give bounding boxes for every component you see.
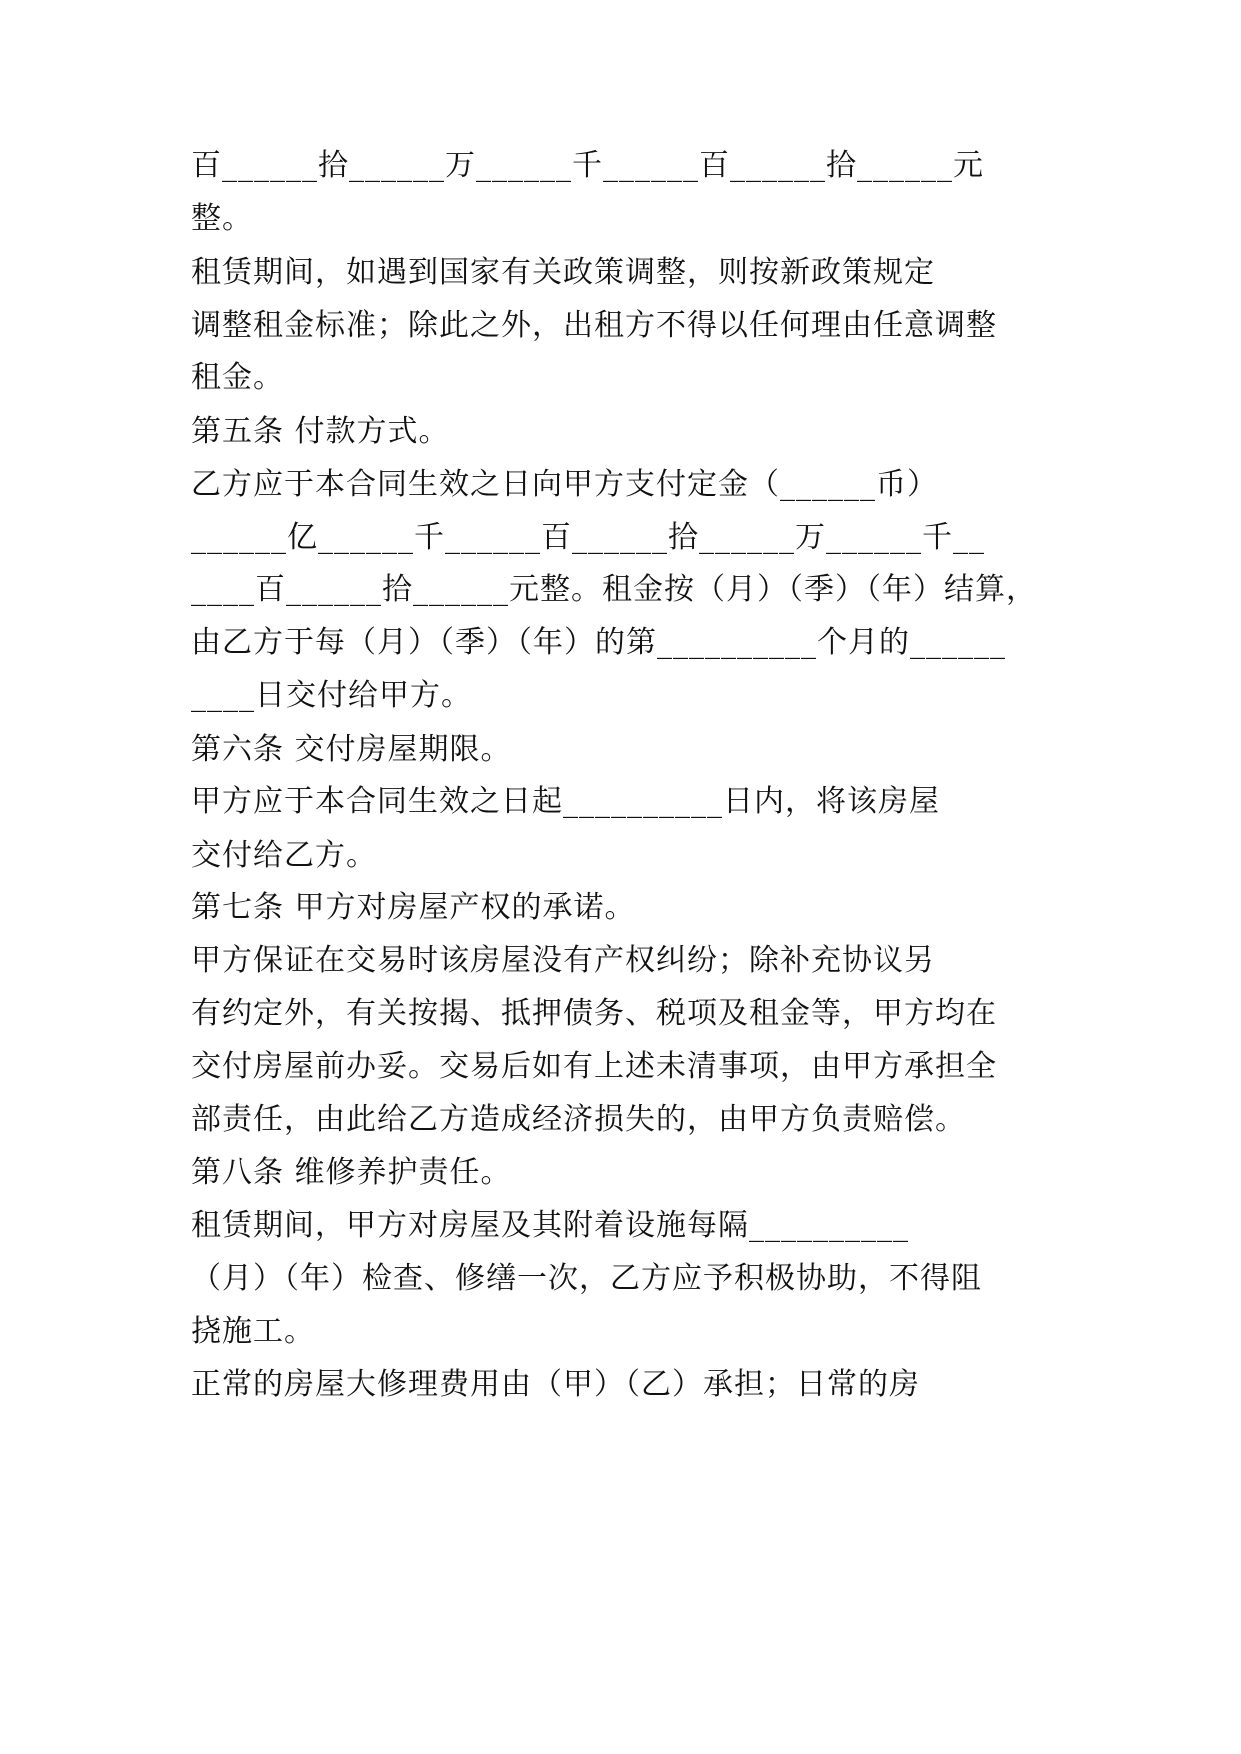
text-line: ____日交付给甲方。 (191, 678, 472, 713)
text-line: 挠施工。 (191, 1314, 315, 1349)
section-heading: 第八条 维修养护责任。 (191, 1155, 512, 1190)
text-line: 甲方保证在交易时该房屋没有产权纠纷；除补充协议另 (191, 943, 935, 978)
section-heading: 第五条 付款方式。 (191, 414, 450, 449)
text-line: 租赁期间，如遇到国家有关政策调整，则按新政策规定 (191, 255, 935, 290)
text-line: 交付房屋前办妥。交易后如有上述未清事项，由甲方承担全 (191, 1049, 997, 1084)
text-line: 调整租金标准；除此之外，出租方不得以任何理由任意调整 (191, 308, 997, 343)
text-line: ______亿______千______百______拾______万______千__ (191, 520, 985, 555)
section-heading: 第七条 甲方对房屋产权的承诺。 (191, 890, 636, 925)
text-line: 甲方应于本合同生效之日起__________日内，将该房屋 (191, 784, 940, 819)
text-line: 交付给乙方。 (191, 838, 377, 873)
text-line: 乙方应于本合同生效之日向甲方支付定金（______币） (191, 467, 938, 502)
text-line: 百______拾______万______千______百______拾______元 (191, 148, 984, 183)
text-line: 租金。 (191, 360, 284, 395)
text-line: 租赁期间，甲方对房屋及其附着设施每隔__________ (191, 1208, 909, 1243)
text-line: （月）（年）检查、修缮一次，乙方应予积极协助，不得阻 (191, 1261, 982, 1296)
text-line: 由乙方于每（月）（季）（年）的第__________个月的______ (191, 625, 1006, 660)
text-line: 有约定外，有关按揭、抵押债务、税项及租金等，甲方均在 (191, 996, 997, 1031)
text-line: 部责任，由此给乙方造成经济损失的，由甲方负责赔偿。 (191, 1102, 966, 1137)
text-line: ____百______拾______元整。租金按（月）（季）（年）结算， (191, 572, 1037, 607)
section-heading: 第六条 交付房屋期限。 (191, 732, 512, 767)
text-line: 整。 (191, 201, 253, 236)
text-line: 正常的房屋大修理费用由（甲）（乙）承担；日常的房 (191, 1367, 920, 1402)
